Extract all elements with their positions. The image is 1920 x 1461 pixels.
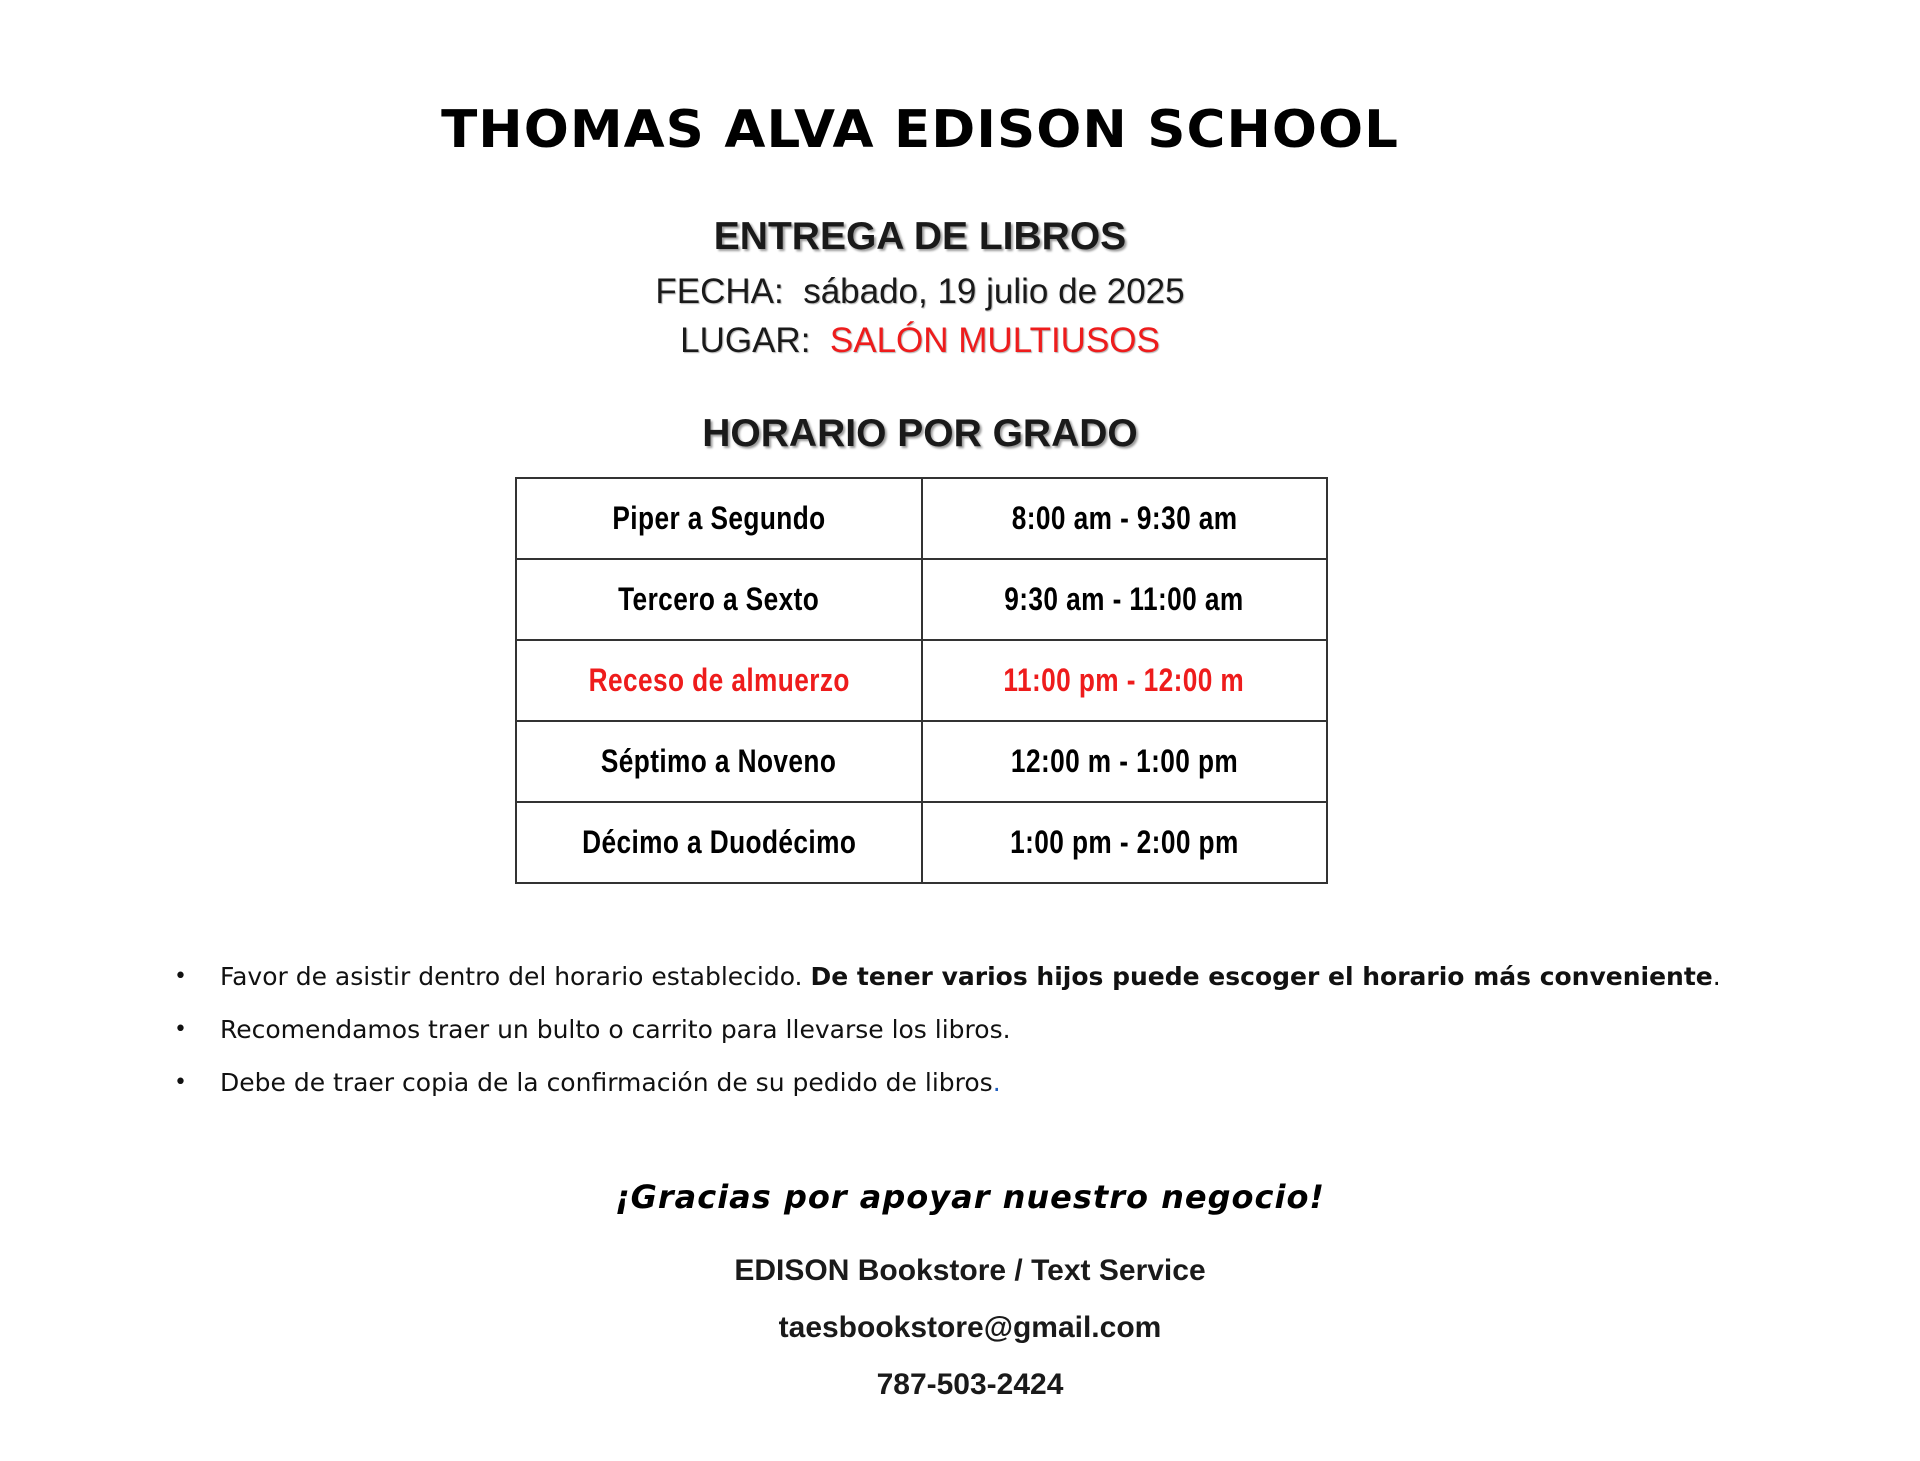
- place-value: SALÓN MULTIUSOS: [829, 321, 1160, 360]
- note-end: .: [1712, 962, 1721, 991]
- date-value: sábado, 19 julio de 2025: [803, 272, 1185, 311]
- table-row: [516, 559, 1327, 640]
- time-cell: 12:00 m - 1:00 pm: [922, 721, 1328, 802]
- table-row-lunch-break: [516, 640, 1327, 721]
- notes-list: [172, 950, 1721, 1109]
- time-cell: 1:00 pm - 2:00 pm: [922, 802, 1328, 883]
- date-label: FECHA:: [655, 272, 784, 311]
- bullet-icon: •: [174, 964, 187, 989]
- time-cell: 9:30 am - 11:00 am: [922, 559, 1328, 640]
- time-cell: 11:00 pm - 12:00 m: [922, 640, 1328, 721]
- place-label: LUGAR:: [680, 321, 811, 360]
- list-item: [172, 1003, 1721, 1056]
- grade-cell: Receso de almuerzo: [516, 640, 922, 721]
- list-item: [172, 950, 1721, 1003]
- bullet-icon: •: [174, 1017, 187, 1042]
- table-row: [516, 721, 1327, 802]
- note-text: Debe de traer copia de la confirmación de su pedido de libros: [220, 1068, 993, 1097]
- grade-cell: Tercero a Sexto: [516, 559, 922, 640]
- event-place: [0, 321, 1840, 361]
- time-cell: 8:00 am - 9:30 am: [922, 478, 1328, 559]
- note-end: .: [992, 1068, 1001, 1097]
- bullet-icon: •: [174, 1070, 187, 1095]
- store-name: EDISON Bookstore / Text Service: [734, 1254, 1206, 1287]
- table-row: [516, 478, 1327, 559]
- school-title: THOMAS ALVA EDISON SCHOOL: [441, 100, 1399, 160]
- event-date: [0, 272, 1840, 312]
- schedule-table: [515, 477, 1328, 884]
- note-text: Recomendamos traer un bulto o carrito para llevarse los libros.: [220, 1015, 1011, 1044]
- list-item: [172, 1056, 1721, 1109]
- contact-email: taesbookstore@gmail.com: [778, 1311, 1162, 1344]
- note-bold-text: De tener varios hijos puede escoger el horario más conveniente: [810, 962, 1713, 991]
- note-text: Favor de asistir dentro del horario establecido.: [220, 962, 811, 991]
- schedule-heading: HORARIO POR GRADO: [702, 412, 1138, 455]
- table-row: [516, 802, 1327, 883]
- contact-phone: 787-503-2424: [876, 1368, 1064, 1401]
- thanks-message: ¡Gracias por apoyar nuestro negocio!: [614, 1178, 1326, 1216]
- grade-cell: Décimo a Duodécimo: [516, 802, 922, 883]
- grade-cell: Séptimo a Noveno: [516, 721, 922, 802]
- grade-cell: Piper a Segundo: [516, 478, 922, 559]
- event-title: ENTREGA DE LIBROS: [713, 215, 1127, 258]
